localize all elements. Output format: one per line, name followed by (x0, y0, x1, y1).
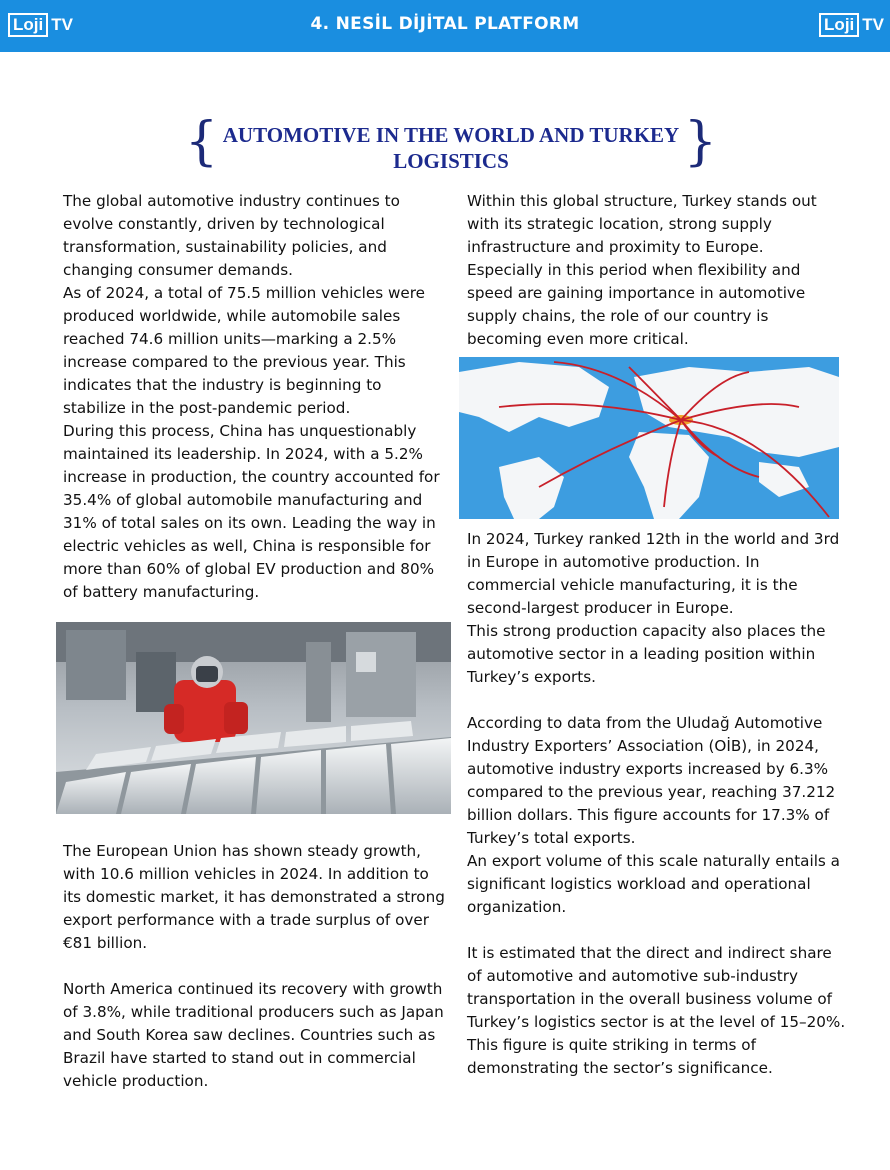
top-banner (0, 0, 890, 52)
left-column-bottom (63, 840, 448, 1093)
paragraph: An export volume of this scale naturally entails a significant logistics workload and operational organization. (467, 852, 840, 916)
left-brace-icon: { (185, 112, 219, 172)
article-heading (205, 122, 697, 174)
paragraph: North America continued its recovery with growth of 3.8%, while traditional producers such as Japan and South Korea saw declines. Countries such as Brazil have started to stand out in commercial vehicle production. (63, 980, 444, 1090)
right-column-top (467, 190, 847, 351)
logo-left-suffix: TV (51, 15, 73, 34)
platform-title: 4. NESİL DİJİTAL PLATFORM (310, 14, 580, 34)
spacer (467, 919, 847, 942)
right-column-middle (467, 528, 847, 1080)
paragraph: The European Union has shown steady growth, with 10.6 million vehicles in 2024. In addition to its domestic market, it has demonstrated a strong export performance with a trade surplus of over €81 billion. (63, 842, 445, 952)
battery-factory-photo (56, 622, 451, 814)
logo-left-text: Loji (8, 13, 48, 37)
paragraph: As of 2024, a total of 75.5 million vehicles were produced worldwide, while automobile sales reached 74.6 million units—marking a 2.5% increase compared to the previous year. This indicates that the industry is beginning to stabilize in the post-pandemic period. (63, 284, 425, 417)
heading-line-1: AUTOMOTIVE IN THE WORLD AND TURKEY (222, 123, 680, 147)
paragraph: Within this global structure, Turkey stands out with its strategic location, strong supply infrastructure and proximity to Europe. (467, 192, 817, 256)
paragraph: This strong production capacity also places the automotive sector in a leading position within Turkey’s exports. (467, 622, 826, 686)
lojitv-logo-right[interactable] (819, 12, 884, 38)
paragraph: During this process, China has unquestionably maintained its leadership. In 2024, with a 5.2% increase in production, the country accounted for 35.4% of global automobile manufacturing and 31% of total sales on its own. Leading the way in electric vehicles as well, China is responsible for more than 60% of global EV production and 80% of battery manufacturing. (63, 422, 440, 601)
paragraph: In 2024, Turkey ranked 12th in the world and 3rd in Europe in automotive production. In commercial vehicle manufacturing, it is the second-largest producer in Europe. (467, 530, 840, 617)
paragraph: The global automotive industry continues to evolve constantly, driven by technological transformation, sustainability policies, and changing consumer demands. (63, 192, 400, 279)
spacer (467, 689, 847, 712)
logo-right-text: Loji (819, 13, 859, 37)
logo-right-suffix: TV (862, 15, 884, 34)
left-column-top (63, 190, 448, 604)
paragraph: It is estimated that the direct and indirect share of automotive and automotive sub-industry transportation in the overall business volume of Turkey’s logistics sector is at the level of 15–20%. This figure is quite striking in terms of demonstrating the sector’s significance. (467, 944, 846, 1077)
spacer (63, 955, 448, 978)
article-heading-block (185, 112, 717, 174)
world-export-map-photo (459, 357, 839, 519)
heading-line-2: LOGISTICS (393, 149, 509, 173)
paragraph: Especially in this period when flexibility and speed are gaining importance in automotive supply chains, the role of our country is becoming even more critical. (467, 261, 806, 348)
paragraph: According to data from the Uludağ Automotive Industry Exporters’ Association (OİB), in 2024, automotive industry exports increased by 6.3% compared to the previous year, reaching 37.212 billion dollars. This figure accounts for 17.3% of Turkey’s total exports. (467, 714, 836, 847)
right-brace-icon: } (683, 112, 717, 172)
